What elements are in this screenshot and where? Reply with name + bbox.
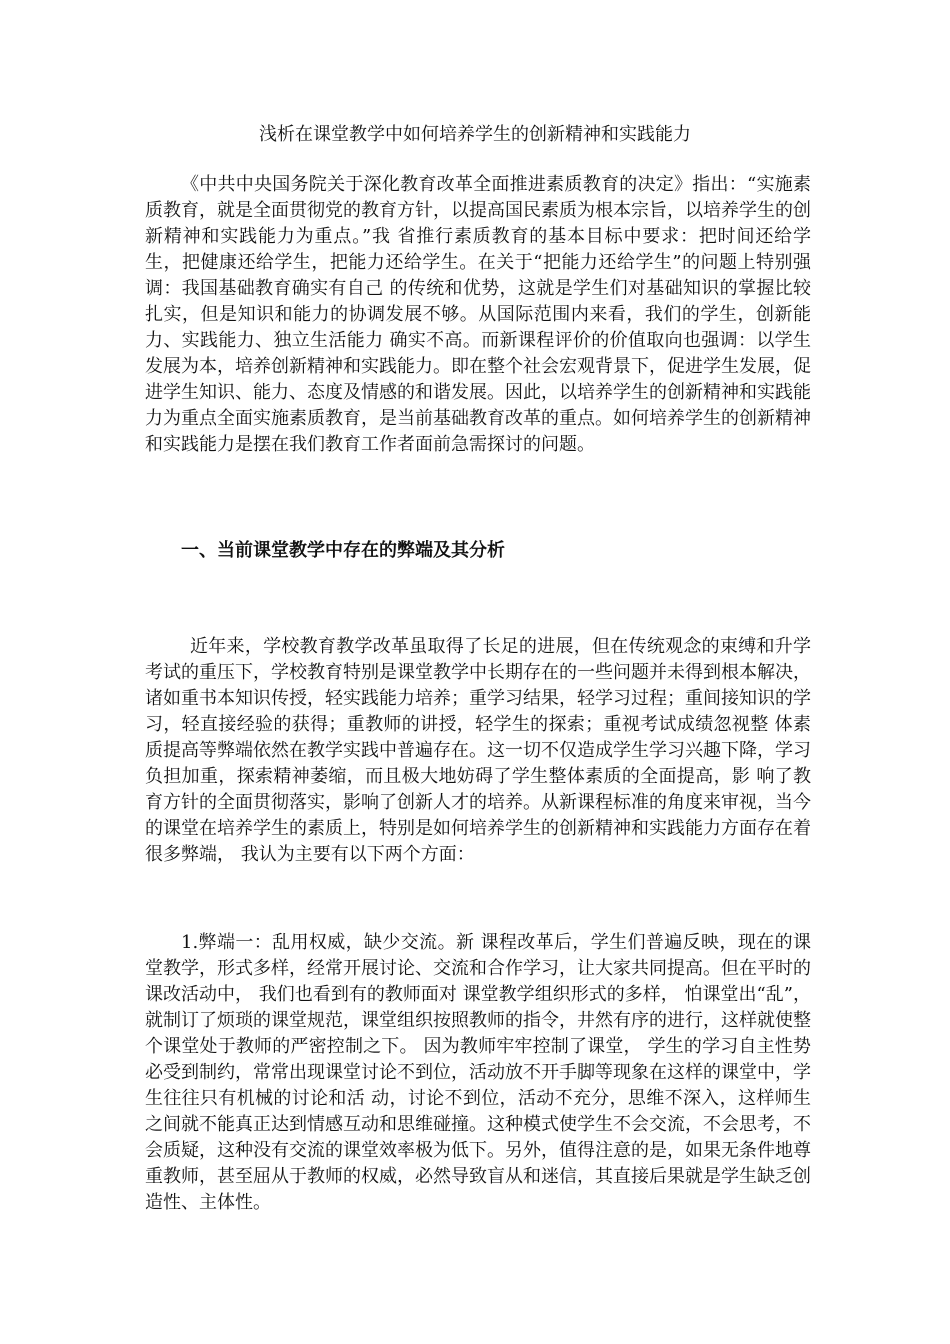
section-heading: 一、当前课堂教学中存在的弊端及其分析 [181,540,505,561]
intro-paragraph: 《中共中央国务院关于深化教育改革全面推进素质教育的决定》指出：“实施素质教育，就是全面贯彻党的教育方针，以提高国民素质为根本宗旨，以培养学生的创新精神和实践能力为重点。”我 省推行素质教育的基本目标中要求：把时间还给学生，把健康还给学生，把能力还给学生。在关于“把能力还给学生”的问题上特别强调：我国基础教育确实有自己 的传统和优势，这就是学生们对基础知识的掌握比较扎实，但是知识和能力的协调发展不够。从国际范围内来看，我们的学生，创新能力、实践能力、独立生活能力 确实不高。而新课程评价的价值取向也强调：以学生发展为本，培养创新精神和实践能力。即在整个社会宏观背景下，促进学生发展，促进学生知识、能力、态度及情感的和谐发展。因此，以培养学生的创新精神和实践能力为重点全面实施素质教育，是当前基础教育改革的重点。如何培养学生的创新精神和实践能力是摆在我们教育工作者面前急需探讨的问题。 [145,174,811,455]
drawback-one-paragraph: 1.弊端一：乱用权威，缺少交流。新 课程改革后，学生们普遍反映，现在的课堂教学，形式多样，经常开展讨论、交流和合作学习，让大家共同提高。但在平时的课改活动中， 我们也看到有的教师面对 课堂教学组织形式的多样， 怕课堂出“乱”，就制订了烦琐的课堂规范，课堂组织按照教师的指令，井然有序的进行，这样就使整个课堂处于教师的严密控制之下。 因为教师牢牢控制了课堂， 学生的学习自主性势必受到制约，常常出现课堂讨论不到位，活动放不开手脚等现象在这样的课堂中，学生往往只有机械的讨论和活 动，讨论不到位，活动不充分，思维不深入，这样师生之间就不能真正达到情感互动和思维碰撞。这种模式使学生不会交流，不会思考，不会质疑，这种没有交流的课堂效率极为低下。另外，值得注意的是，如果无条件地尊重教师，甚至屈从于教师的权威，必然导致盲从和迷信，其直接后果就是学生缺乏创造性、主体性。 [145,932,811,1213]
document-title: 浅析在课堂教学中如何培养学生的创新精神和实践能力 [259,124,691,145]
analysis-paragraph: 近年来，学校教育教学改革虽取得了长足的进展，但在传统观念的束缚和升学考试的重压下，学校教育特别是课堂教学中长期存在的一些问题并未得到根本解决， 诸如重书本知识传授，轻实践能力培养；重学习结果，轻学习过程；重间接知识的学习，轻直接经验的获得；重教师的讲授，轻学生的探索；重视考试成绩忽视整 体素质提高等弊端依然在教学实践中普遍存在。这一切不仅造成学生学习兴趣下降，学习负担加重，探索精神萎缩，而且极大地妨碍了学生整体素质的全面提高，影 响了教育方针的全面贯彻落实，影响了创新人才的培养。从新课程标准的角度来审视，当今的课堂在培养学生的素质上，特别是如何培养学生的创新精神和实践能力方面存在着很多弊端， 我认为主要有以下两个方面： [145,636,811,865]
